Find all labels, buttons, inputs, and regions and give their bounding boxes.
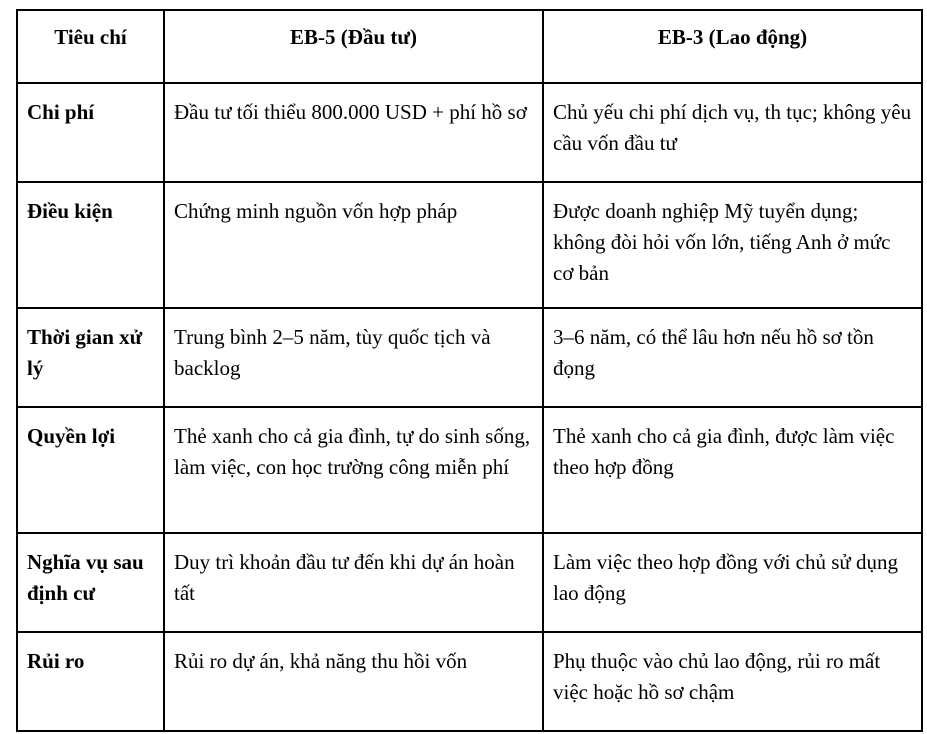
- row-eb5-cell: Rủi ro dự án, khả năng thu hồi vốn: [164, 632, 543, 731]
- row-eb3-cell: 3–6 năm, có thể lâu hơn nếu hồ sơ tồn đọng: [543, 308, 922, 407]
- table-row: [17, 632, 922, 731]
- row-criterion: Quyền lợi: [17, 407, 164, 533]
- header-criterion: Tiêu chí: [17, 10, 164, 83]
- row-eb5-cell: Đầu tư tối thiểu 800.000 USD + phí hồ sơ: [164, 83, 543, 182]
- table-row: [17, 533, 922, 632]
- row-criterion: Điều kiện: [17, 182, 164, 308]
- table-row: [17, 182, 922, 308]
- header-eb5: EB-5 (Đầu tư): [164, 10, 543, 83]
- row-criterion: Nghĩa vụ sau định cư: [17, 533, 164, 632]
- row-eb3-cell: Phụ thuộc vào chủ lao động, rủi ro mất việc hoặc hồ sơ chậm: [543, 632, 922, 731]
- row-eb3-cell: Được doanh nghiệp Mỹ tuyển dụng; không đòi hỏi vốn lớn, tiếng Anh ở mức cơ bản: [543, 182, 922, 308]
- row-eb3-cell: Thẻ xanh cho cả gia đình, được làm việc theo hợp đồng: [543, 407, 922, 533]
- table-row: [17, 407, 922, 533]
- table-row: [17, 83, 922, 182]
- row-eb3-cell: Chủ yếu chi phí dịch vụ, th tục; không yêu cầu vốn đầu tư: [543, 83, 922, 182]
- row-eb3-cell: Làm việc theo hợp đồng với chủ sử dụng lao động: [543, 533, 922, 632]
- header-eb3: EB-3 (Lao động): [543, 10, 922, 83]
- row-criterion: Rủi ro: [17, 632, 164, 731]
- table-row: [17, 308, 922, 407]
- row-eb5-cell: Trung bình 2–5 năm, tùy quốc tịch và backlog: [164, 308, 543, 407]
- row-eb5-cell: Duy trì khoản đầu tư đến khi dự án hoàn tất: [164, 533, 543, 632]
- row-criterion: Chi phí: [17, 83, 164, 182]
- comparison-table: [16, 9, 923, 732]
- table-header-row: [17, 10, 922, 83]
- row-eb5-cell: Thẻ xanh cho cả gia đình, tự do sinh sống, làm việc, con học trường công miễn phí: [164, 407, 543, 533]
- row-criterion: Thời gian xử lý: [17, 308, 164, 407]
- row-eb5-cell: Chứng minh nguồn vốn hợp pháp: [164, 182, 543, 308]
